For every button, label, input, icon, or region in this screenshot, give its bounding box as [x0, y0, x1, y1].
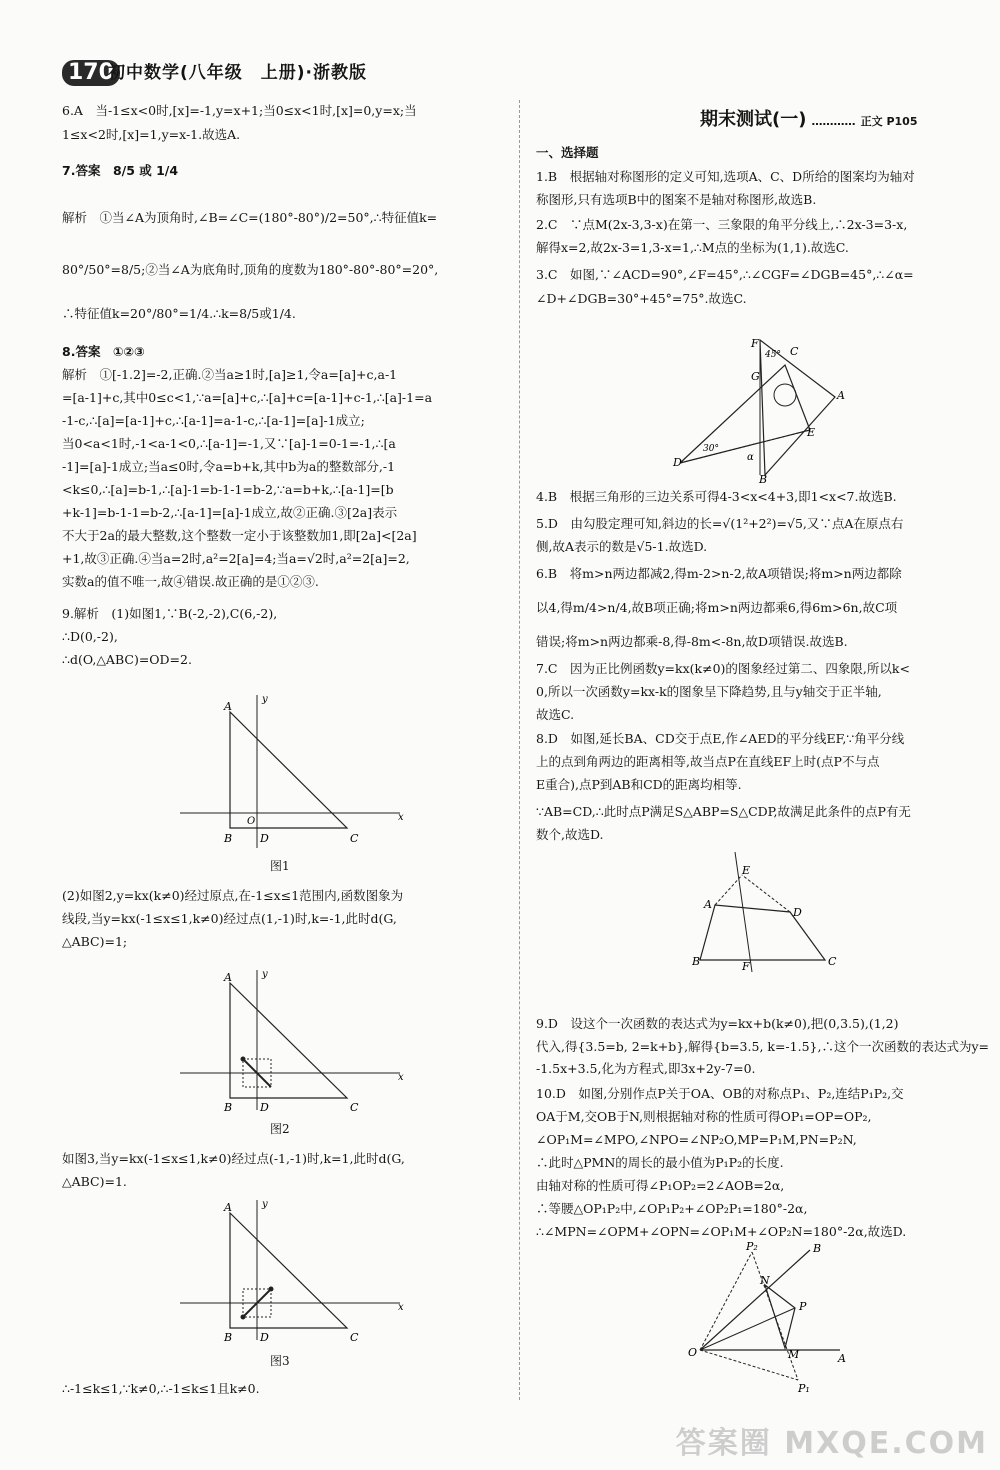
svg-text:B: B [224, 832, 233, 845]
svg-text:P₂: P₂ [746, 1240, 758, 1253]
svg-text:D: D [673, 456, 682, 469]
svg-text:O: O [247, 816, 256, 827]
figure-3-caption: 图3 [270, 1354, 290, 1368]
left-line-24: 如图3,当y=kx(-1≤x≤1,k≠0)经过点(-1,-1)时,k=1,此时d(G, [62, 1151, 405, 1166]
svg-text:G: G [751, 370, 760, 383]
left-line-22: 线段,当y=kx(-1≤x≤1,k≠0)经过点(1,-1)时,k=-1,此时d(G, [62, 911, 397, 926]
left-line-16: +1,故③正确.④当a=2时,a²=2[a]=4;当a=√2时,a²=2[a]=2, [62, 551, 410, 566]
svg-text:N: N [760, 1274, 770, 1287]
section-header [700, 105, 918, 131]
right-line-9: 侧,故A表示的数是√5-1.故选D. [536, 539, 708, 554]
svg-text:P₁: P₁ [798, 1382, 810, 1395]
right-line-29: ∴等腰△OP₁P₂中,∠OP₁P₂+∠OP₂P₁=180°-2α, [536, 1201, 808, 1216]
right-line-11: 以4,得m/4>n/4,故B项正确;将m>n两边都乘6,得6m>6n,故C项 [536, 600, 898, 615]
left-line-26: ∴-1≤k≤1,∵k≠0,∴-1≤k≤1且k≠0. [62, 1381, 260, 1396]
left-line-3: 7.答案 8/5 或 1/4 [62, 163, 179, 178]
svg-text:A: A [704, 898, 712, 911]
svg-text:B: B [224, 1331, 233, 1344]
right-line-25: OA于M,交OB于N,则根据轴对称的性质可得OP₁=OP=OP₂, [536, 1109, 872, 1124]
right-line-19: ∵AB=CD,∴此时点P满足S△ABP=S△CDP,故满足此条件的点P有无 [536, 804, 911, 819]
right-line-27: ∴此时△PMN的周长的最小值为P₁P₂的长度. [536, 1155, 784, 1170]
svg-text:A: A [837, 389, 845, 402]
left-line-9: =[a-1]+c,其中0≤c<1,∵a=[a]+c,∴[a]+c=[a-1]+c-1,∴[a]-1=a [62, 390, 433, 405]
svg-text:C: C [350, 1331, 359, 1344]
right-line-21: 9.D 设这个一次函数的表达式为y=kx+b(k≠0),把(0,3.5),(1,2) [536, 1016, 899, 1031]
left-line-10: -1-c,∴[a]=[a-1]+c,∴[a-1]=a-1-c,∴[a-1]=[a]-1成立; [62, 413, 365, 428]
svg-text:y: y [262, 1199, 268, 1210]
right-line-5: 3.C 如图,∵∠ACD=90°,∠F=45°,∴∠CGF=∠DGB=45°,∴∠α= [536, 267, 914, 282]
left-line-21: (2)如图2,y=kx(k≠0)经过原点,在-1≤x≤1范围内,函数图象为 [62, 888, 404, 903]
svg-text:y: y [262, 694, 268, 705]
right-line-26: ∠OP₁M=∠MPO,∠NPO=∠NP₂O,MP=P₁M,PN=P₂N, [536, 1132, 857, 1147]
right-line-18: E重合),点P到AB和CD的距离均相等. [536, 777, 742, 792]
left-line-17: 实数a的值不唯一,故④错误.故正确的是①②③. [62, 574, 319, 589]
svg-text:F: F [742, 960, 750, 973]
svg-text:A: A [224, 1201, 232, 1214]
figure-2-caption: 图2 [270, 1122, 290, 1136]
figure-q8 [690, 850, 850, 975]
svg-text:x: x [398, 1072, 404, 1083]
svg-text:D: D [793, 906, 802, 919]
right-line-16: 8.D 如图,延长BA、CD交于点E,作∠AED的平分线EF,∵角平分线 [536, 731, 905, 746]
left-line-18: 9.解析 (1)如图1,∵B(-2,-2),C(6,-2), [62, 606, 278, 621]
svg-text:A: A [838, 1352, 846, 1365]
right-line-15: 故选C. [536, 707, 575, 722]
left-line-12: -1]=[a]-1成立;当a≤0时,令a=b+k,其中b为a的整数部分,-1 [62, 459, 396, 474]
figure-1-caption: 图1 [270, 859, 290, 873]
svg-text:B: B [692, 955, 701, 968]
right-line-6: ∠D+∠DGB=30°+45°=75°.故选C. [536, 291, 747, 306]
right-line-4: 解得x=2,故2x-3=1,3-x=1,∴M点的坐标为(1,1).故选C. [536, 240, 849, 255]
svg-text:B: B [224, 1101, 233, 1114]
section-subheading: 一、选择题 [536, 145, 599, 160]
right-line-7: 4.B 根据三角形的三边关系可得4-3<x<4+3,即1<x<7.故选B. [536, 489, 897, 504]
right-line-1: 1.B 根据轴对称图形的定义可知,选项A、C、D所给的图案均为轴对 [536, 169, 915, 184]
svg-text:y: y [262, 969, 268, 980]
left-line-15: 不大于2a的最大整数,这个整数一定小于该整数加1,即[2a]<[2a] [62, 528, 417, 543]
svg-text:D: D [260, 1101, 269, 1114]
left-line-8: 解析 ①[-1.2]=-2,正确.②当a≥1时,[a]≥1,令a=[a]+c,a-1 [62, 367, 398, 382]
left-line-1: 6.A 当-1≤x<0时,[x]=-1,y=x+1;当0≤x<1时,[x]=0,y=x;当 [62, 103, 417, 118]
svg-text:P: P [799, 1300, 807, 1313]
left-line-14: +k-1]=b-1-1=b-2,∴[a-1]=[a]-1成立,故②正确.③[2a]表示 [62, 505, 398, 520]
svg-text:A: A [224, 700, 232, 713]
left-line-6: ∴特征值k=20°/80°=1/4.∴k=8/5或1/4. [62, 306, 296, 321]
left-line-20: ∴d(O,△ABC)=OD=2. [62, 652, 192, 667]
svg-text:30°: 30° [703, 444, 719, 454]
left-line-13: <k≤0,∴[a]=b-1,∴[a]-1=b-1-1=b-2,∵a=b+k,∴[a-1]=[b [62, 482, 394, 497]
svg-text:E: E [742, 864, 751, 877]
left-line-2: 1≤x<2时,[x]=1,y=x-1.故选A. [62, 127, 241, 142]
svg-text:D: D [260, 832, 269, 845]
svg-text:B: B [759, 473, 768, 485]
section-page-ref: 正文 P105 [860, 115, 918, 128]
left-line-19: ∴D(0,-2), [62, 629, 118, 644]
right-line-8: 5.D 由勾股定理可知,斜边的长=√(1²+2²)=√5,又∵点A在原点右 [536, 516, 904, 531]
section-leader: ………… [811, 115, 856, 128]
right-line-10: 6.B 将m>n两边都减2,得m-2>n-2,故A项错误;将m>n两边都除 [536, 566, 902, 581]
right-line-22: 代入,得{3.5=b, 2=k+b},解得{b=3.5, k=-1.5},∴这个一次函数的表达式为y= [536, 1039, 989, 1054]
svg-text:x: x [398, 812, 404, 823]
left-line-5: 80°/50°=8/5;②当∠A为底角时,顶角的度数为180°-80°-80°=20°, [62, 262, 439, 277]
figure-2 [170, 965, 410, 1115]
right-line-23: -1.5x+3.5,化为方程式,即3x+2y-7=0. [536, 1061, 756, 1076]
right-line-12: 错误;将m>n两边都乘-8,得-8m<-8n,故D项错误.故选B. [536, 634, 848, 649]
left-line-4: 解析 ①当∠A为顶角时,∠B=∠C=(180°-80°)/2=50°,∴特征值k= [62, 210, 438, 225]
svg-text:D: D [260, 1331, 269, 1344]
left-line-11: 当0<a<1时,-1<a-1<0,∴[a-1]=-1,又∵[a]-1=0-1=-1,∴[a [62, 436, 396, 451]
page-number: 170 [62, 60, 120, 86]
svg-text:C: C [828, 955, 837, 968]
left-line-23: △ABC)=1; [62, 934, 128, 949]
column-divider [519, 100, 520, 1400]
right-line-28: 由轴对称的性质可得∠P₁OP₂=2∠AOB=2α, [536, 1178, 785, 1193]
right-line-13: 7.C 因为正比例函数y=kx(k≠0)的图象经过第二、四象限,所以k< [536, 661, 910, 676]
right-line-30: ∴∠MPN=∠OPM+∠OPN=∠OP₁M+∠OP₂N=180°-2α,故选D. [536, 1224, 907, 1239]
right-line-24: 10.D 如图,分别作点P关于OA、OB的对称点P₁、P₂,连结P₁P₂,交 [536, 1086, 904, 1101]
right-line-3: 2.C ∵点M(2x-3,3-x)在第一、三象限的角平分线上,∴2x-3=3-x, [536, 217, 908, 232]
svg-text:C: C [790, 345, 799, 358]
figure-q3 [665, 335, 865, 485]
page-header-title: 初中数学(八年级 上册)·浙教版 [108, 63, 367, 83]
watermark: 答案圈 MXQE.COM [675, 1426, 988, 1461]
svg-text:O: O [688, 1346, 698, 1359]
right-line-2: 称图形,只有选项B中的图案不是轴对称图形,故选B. [536, 192, 817, 207]
left-line-7: 8.答案 ①②③ [62, 344, 145, 359]
figure-3 [170, 1195, 410, 1345]
svg-text:C: C [350, 1101, 359, 1114]
svg-text:M: M [788, 1348, 800, 1361]
svg-text:A: A [224, 971, 232, 984]
figure-q10 [680, 1240, 860, 1395]
right-line-14: 0,所以一次函数y=kx-k的图象呈下降趋势,且与y轴交于正半轴, [536, 684, 882, 699]
right-line-20: 数个,故选D. [536, 827, 604, 842]
svg-text:x: x [398, 1302, 404, 1313]
svg-text:C: C [350, 832, 359, 845]
section-title: 期末测试(一) [700, 109, 807, 130]
svg-text:E: E [807, 426, 816, 439]
svg-text:F: F [751, 337, 759, 350]
right-line-17: 上的点到角两边的距离相等,故当点P在直线EF上时(点P不与点 [536, 754, 880, 769]
svg-text:B: B [813, 1242, 822, 1255]
svg-text:α: α [747, 452, 754, 463]
figure-1 [170, 690, 410, 855]
svg-text:45°: 45° [765, 350, 781, 360]
left-line-25: △ABC)=1. [62, 1174, 127, 1189]
